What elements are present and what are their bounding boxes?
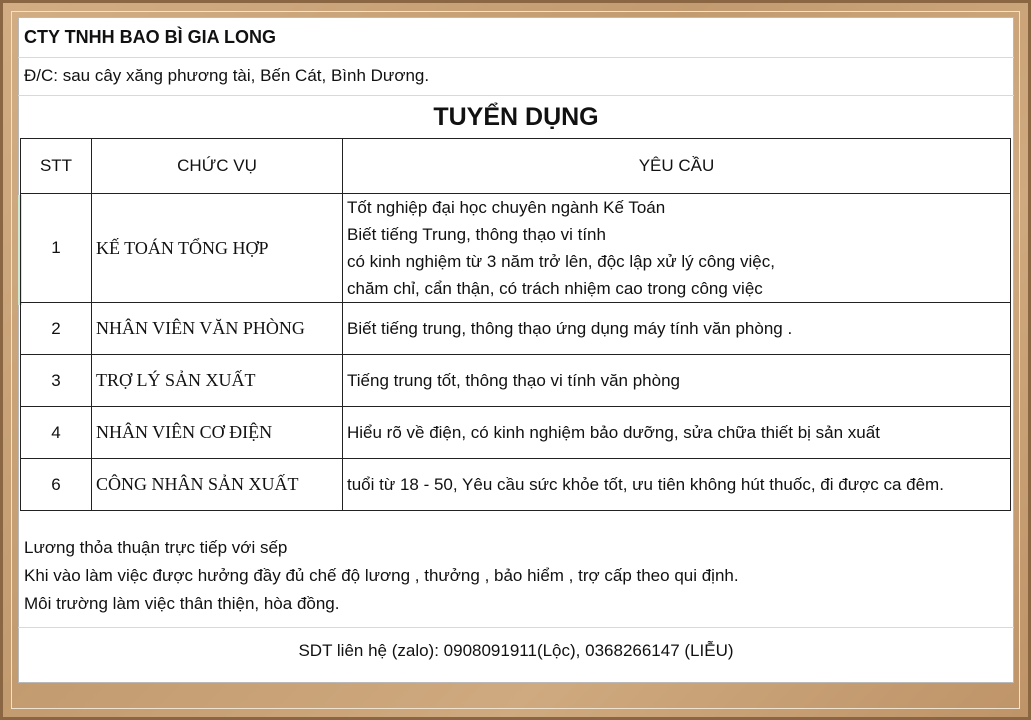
header-position: CHỨC VỤ xyxy=(92,139,343,194)
recruitment-table xyxy=(20,138,1011,511)
contact-info: SDT liên hệ (zalo): 0908091911(Lộc), 0368266147 (LIỄU) xyxy=(298,641,734,660)
table-header-row xyxy=(21,139,1011,194)
row-position: KẾ TOÁN TỔNG HỢP xyxy=(92,194,343,303)
table-row xyxy=(21,303,1011,355)
row-stt: 6 xyxy=(21,459,92,511)
row-stt: 3 xyxy=(21,355,92,407)
table-row xyxy=(21,194,1011,303)
row-requirements xyxy=(343,194,1011,303)
table-row xyxy=(21,355,1011,407)
requirement-line: Biết tiếng trung, thông thạo ứng dụng máy tính văn phòng . xyxy=(347,319,793,338)
note-line: Khi vào làm việc được hưởng đầy đủ chế độ lương , thưởng , bảo hiểm , trợ cấp theo qui định. xyxy=(24,566,739,585)
benefits-notes xyxy=(24,534,739,618)
recruitment-sheet xyxy=(18,17,1014,683)
row-position: NHÂN VIÊN CƠ ĐIỆN xyxy=(92,407,343,459)
row-stt: 2 xyxy=(21,303,92,355)
company-address: Đ/C: sau cây xăng phương tài, Bến Cát, Bình Dương. xyxy=(24,66,430,85)
requirement-line: Hiểu rõ về điện, có kinh nghiệm bảo dưỡng, sửa chữa thiết bị sản xuất xyxy=(347,423,880,442)
company-name: CTY TNHH BAO BÌ GIA LONG xyxy=(24,27,276,47)
row-requirements xyxy=(343,303,1011,355)
row-stt: 1 xyxy=(21,194,92,303)
row-position: TRỢ LÝ SẢN XUẤT xyxy=(92,355,343,407)
row-position: CÔNG NHÂN SẢN XUẤT xyxy=(92,459,343,511)
requirement-line: Tiếng trung tốt, thông thạo vi tính văn phòng xyxy=(347,371,680,390)
row-requirements xyxy=(343,407,1011,459)
table-row xyxy=(21,407,1011,459)
requirement-line: có kinh nghiệm từ 3 năm trở lên, độc lập xử lý công việc, xyxy=(347,252,775,271)
page-title: TUYỂN DỤNG xyxy=(433,103,599,131)
row-position: NHÂN VIÊN VĂN PHÒNG xyxy=(92,303,343,355)
requirement-line: Biết tiếng Trung, thông thạo vi tính xyxy=(347,225,606,244)
requirement-line: Tốt nghiệp đại học chuyên ngành Kế Toán xyxy=(347,198,666,217)
header-requirements: YÊU CẦU xyxy=(343,139,1011,194)
note-line: Môi trường làm việc thân thiện, hòa đồng. xyxy=(24,594,340,613)
sheet-row-divider xyxy=(18,627,1014,628)
note-line: Lương thỏa thuận trực tiếp với sếp xyxy=(24,538,288,557)
requirement-line: chăm chỉ, cẩn thận, có trách nhiệm cao trong công việc xyxy=(347,279,763,298)
row-requirements xyxy=(343,355,1011,407)
row-stt: 4 xyxy=(21,407,92,459)
header-stt: STT xyxy=(21,139,92,194)
requirement-line: tuổi từ 18 - 50, Yêu cầu sức khỏe tốt, ưu tiên không hút thuốc, đi được ca đêm. xyxy=(347,475,944,494)
row-requirements xyxy=(343,459,1011,511)
table-row xyxy=(21,459,1011,511)
